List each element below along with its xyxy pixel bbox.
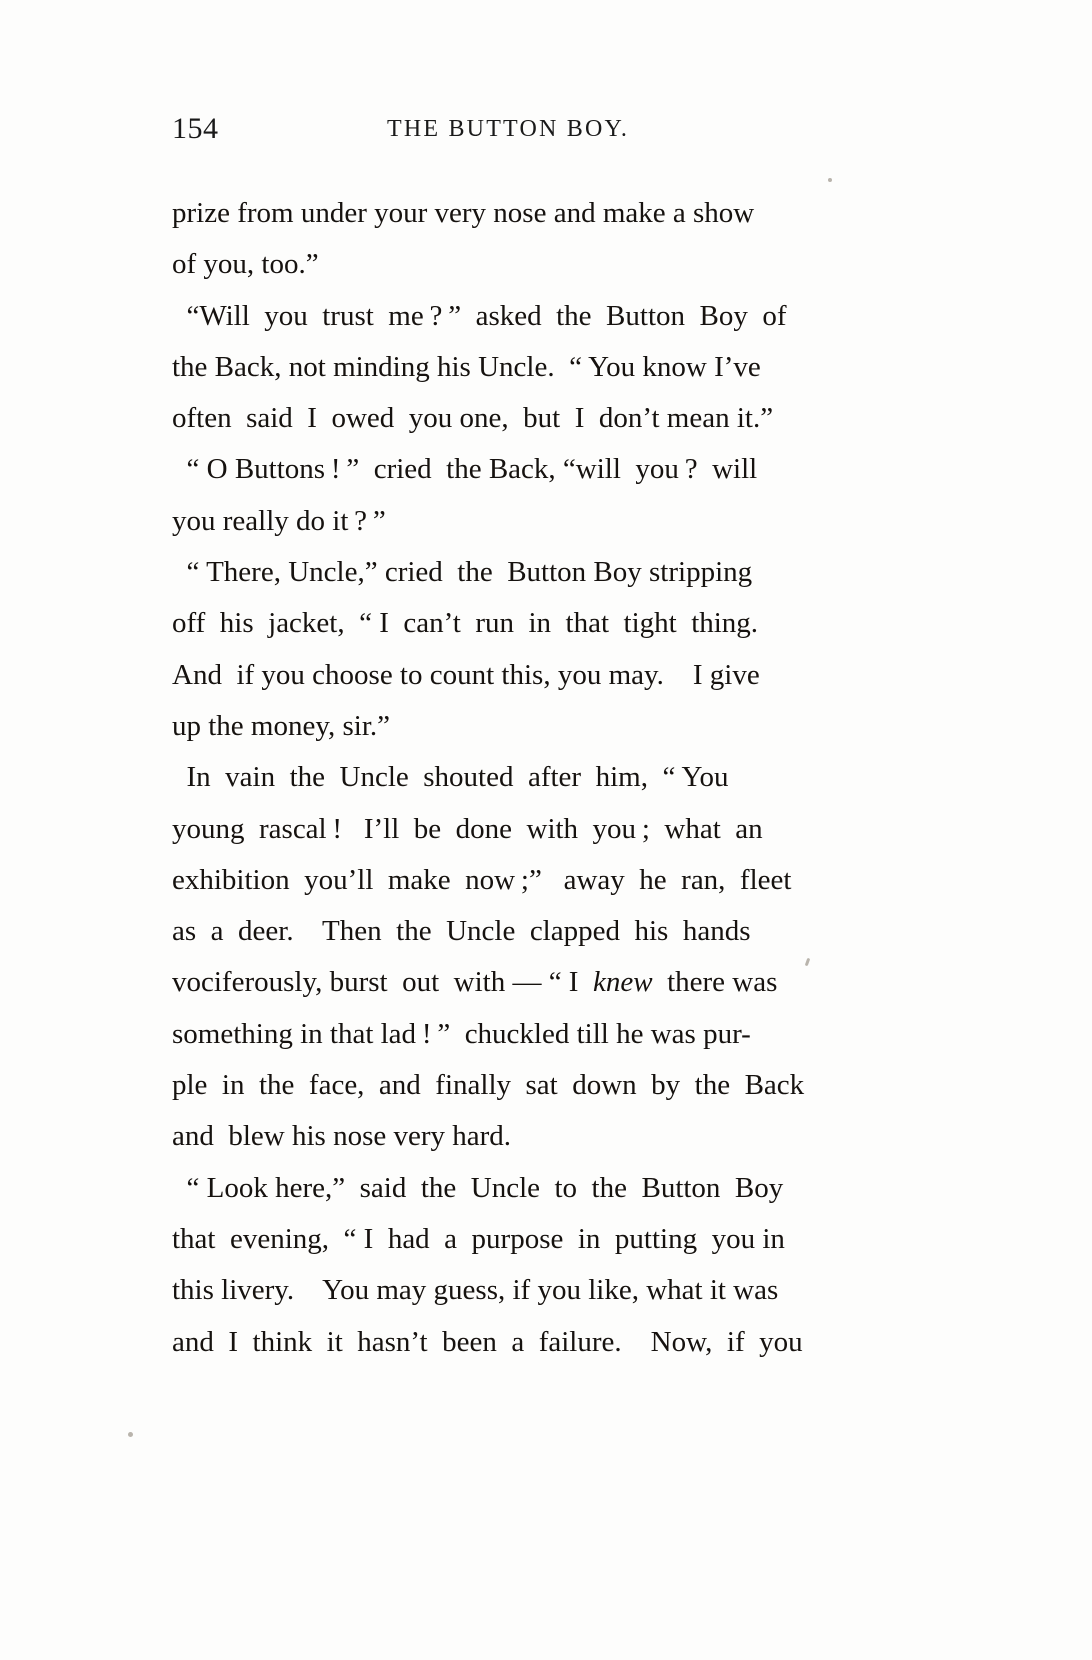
- text-line: as a deer. Then the Uncle clapped his hands: [172, 915, 751, 948]
- text-line-with-italic: vociferously, burst out with — “ I knew there was: [172, 966, 778, 999]
- page-header: [172, 112, 862, 152]
- text-line: you really do it ? ”: [172, 504, 386, 537]
- text-line: that evening, “ I had a purpose in putting you in: [172, 1222, 785, 1255]
- text-line: In vain the Uncle shouted after him, “ You: [172, 761, 729, 794]
- running-title: THE BUTTON BOY.: [387, 116, 630, 142]
- text-line: and blew his nose very hard.: [172, 1120, 512, 1153]
- text-line: “Will you trust me ? ” asked the Button Boy of: [172, 299, 787, 332]
- text-line: of you, too.”: [172, 248, 319, 281]
- text-line: exhibition you’ll make now ;” away he ran, fleet: [172, 863, 792, 896]
- text-line: often said I owed you one, but I don’t mean it.”: [172, 402, 774, 435]
- paper-speck: [128, 1432, 133, 1437]
- text-line: “ O Buttons ! ” cried the Back, “will you ? will: [172, 453, 758, 486]
- text-line: the Back, not minding his Uncle. “ You know I’ve: [172, 350, 761, 383]
- paper-speck: [828, 178, 832, 182]
- page-number: 154: [172, 112, 219, 145]
- italic-word: knew: [592, 966, 653, 999]
- text-line: And if you choose to count this, you may. I give: [172, 658, 760, 691]
- text-line: up the money, sir.”: [172, 709, 390, 742]
- text-line: off his jacket, “ I can’t run in that tight thing.: [172, 607, 759, 640]
- text-line: “ Look here,” said the Uncle to the Button Boy: [172, 1171, 784, 1204]
- text-line: ple in the face, and finally sat down by the Back: [172, 1069, 805, 1102]
- text-line: this livery. You may guess, if you like, what it was: [172, 1274, 779, 1307]
- text-line: young rascal ! I’ll be done with you ; what an: [172, 812, 763, 845]
- body-text: [172, 188, 864, 1368]
- text-line: prize from under your very nose and make a show: [172, 197, 755, 229]
- text-line: something in that lad ! ” chuckled till he was pur-: [172, 1017, 751, 1050]
- text-line: and I think it hasn’t been a failure. Now, if you: [172, 1325, 803, 1358]
- text-line: “ There, Uncle,” cried the Button Boy stripping: [172, 556, 753, 589]
